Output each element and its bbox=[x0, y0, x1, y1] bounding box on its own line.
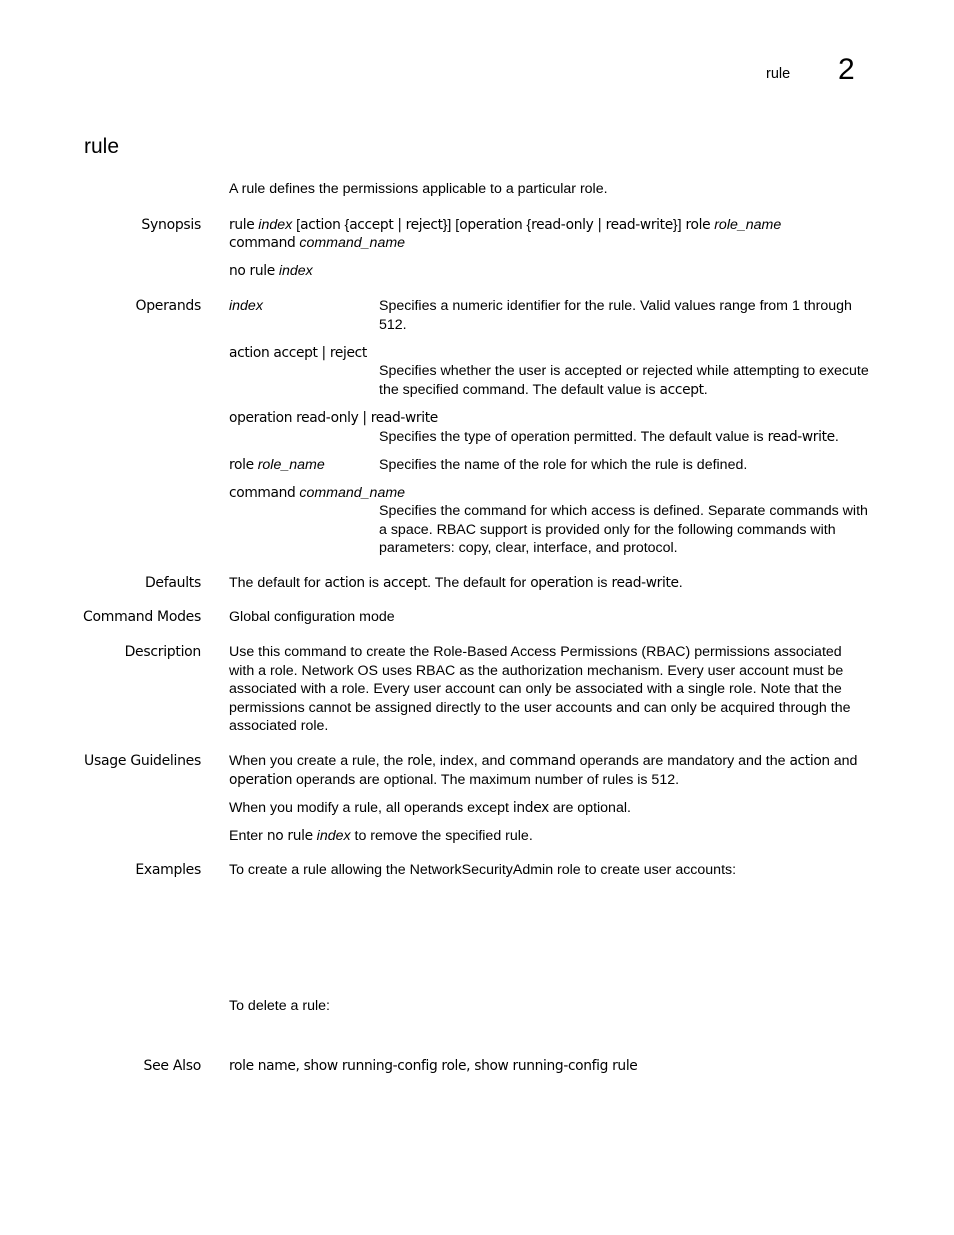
example-2-text: To delete a rule: bbox=[229, 998, 330, 1014]
see-also-label: See Also bbox=[143, 1058, 201, 1074]
operand-index-desc: Specifies a numeric identifier for the rule. Valid values range from 1 through 512. bbox=[379, 298, 852, 333]
page-title: rule bbox=[84, 135, 120, 158]
operand-role-desc: Specifies the name of the role for which the rule is defined. bbox=[379, 457, 748, 473]
usage-guidelines-label: Usage Guidelines bbox=[84, 753, 201, 769]
examples-label: Examples bbox=[135, 862, 201, 878]
operand-action-term: action accept | reject bbox=[229, 345, 367, 361]
defaults-text: The default for action is accept. The default for operation is read-write. bbox=[229, 575, 683, 591]
operands-label: Operands bbox=[135, 298, 201, 314]
operand-operation-desc: Specifies the type of operation permitted. The default value is read-write. bbox=[379, 429, 839, 445]
command-modes-text: Global configuration mode bbox=[229, 609, 395, 625]
operand-command-term: command command_name bbox=[229, 485, 406, 501]
description-label: Description bbox=[124, 644, 201, 660]
usage-paragraph-1: When you create a rule, the role, index, and command operands are mandatory and the action and operation operands are optional. The maximum number of rules is 512. bbox=[229, 753, 858, 788]
operand-operation-term: operation read-only | read-write bbox=[229, 410, 438, 426]
synopsis-line-1: rule index [action {accept | reject}] [operation {read-only | read-write}] role role_name bbox=[229, 217, 782, 233]
running-header-label: rule bbox=[766, 66, 791, 82]
synopsis-line-2: command command_name bbox=[229, 235, 406, 251]
command-modes-label: Command Modes bbox=[83, 609, 201, 625]
chapter-number: 2 bbox=[838, 53, 855, 86]
description-text: Use this command to create the Role-Based Access Permissions (RBAC) permissions associated with a role. Network OS uses RBAC as the authorization mechanism. Every user account must be associated with a role. Every user account can only be associated with a single role. Note that the permissions cannot be assigned directly to the user accounts and can only be acquired through the associated role. bbox=[229, 644, 851, 734]
example-1-text: To create a rule allowing the NetworkSecurityAdmin role to create user accounts: bbox=[229, 862, 737, 878]
operand-role-term: role role_name bbox=[229, 457, 325, 473]
synopsis-label: Synopsis bbox=[141, 217, 201, 233]
usage-paragraph-3: Enter no rule index to remove the specified rule. bbox=[229, 828, 533, 844]
synopsis-line-3: no rule index bbox=[229, 263, 313, 279]
operand-index-term: index bbox=[229, 298, 263, 314]
intro-text: A rule defines the permissions applicable to a particular role. bbox=[229, 181, 608, 197]
usage-paragraph-2: When you modify a rule, all operands except index are optional. bbox=[229, 800, 631, 816]
operand-command-desc: Specifies the command for which access is defined. Separate commands with a space. RBAC support is provided only for the following commands with parameters: copy, clear, interface, and protocol. bbox=[379, 503, 868, 556]
see-also-links[interactable]: role name, show running-config role, show running-config rule bbox=[229, 1058, 638, 1074]
defaults-label: Defaults bbox=[144, 575, 201, 591]
operand-action-desc: Specifies whether the user is accepted or rejected while attempting to execute the specified command. The default value is accept. bbox=[379, 363, 869, 398]
